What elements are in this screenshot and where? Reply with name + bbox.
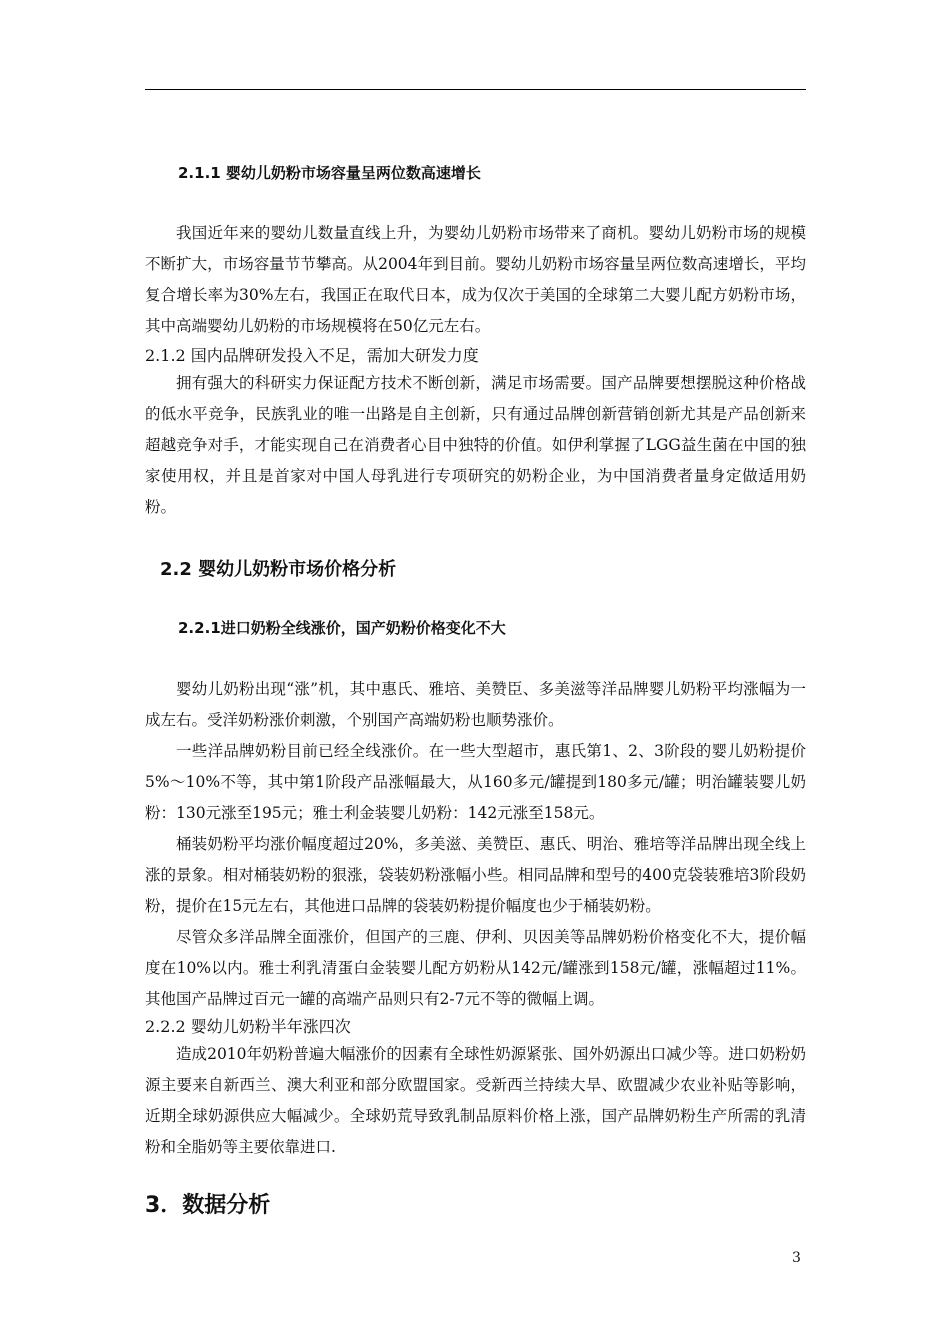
paragraph-2-2-1-a: 婴幼儿奶粉出现“涨”机，其中惠氏、雅培、美赞臣、多美滋等洋品牌婴儿奶粉平均涨幅为一成左右。受洋奶粉涨价刺激，个别国产高端奶粉也顺势涨价。 [145, 680, 806, 729]
paragraph-2-1-1: 我国近年来的婴幼儿数量直线上升，为婴幼儿奶粉市场带来了商机。婴幼儿奶粉市场的规模不断扩大，市场容量节节攀高。从2004年到目前。婴幼儿奶粉市场容量呈两位数高速增长，平均复合增长率为30%左右，我国正在取代日本，成为仅次于美国的全球第二大婴儿配方奶粉市场，其中高端婴幼儿奶粉的市场规模将在50亿元左右。 [145, 224, 806, 335]
paragraph-2-2-1-d: 尽管众多洋品牌全面涨价，但国产的三鹿、伊利、贝因美等品牌奶粉价格变化不大，提价幅度在10%以内。雅士利乳清蛋白金装婴儿配方奶粉从142元/罐涨到158元/罐，涨幅超过11%。其他国产品牌过百元一罐的高端产品则只有2-7元不等的微幅上调。 [145, 928, 806, 1008]
paragraph-2-2-2: 造成2010年奶粉普遍大幅涨价的因素有全球性奶源紧张、国外奶源出口减少等。进口奶粉奶源主要来自新西兰、澳大利亚和部分欧盟国家。受新西兰持续大旱、欧盟减少农业补贴等影响，近期全球奶源供应大幅减少。全球奶荒导致乳制品原料价格上涨，国产品牌奶粉生产所需的乳清粉和全脂奶等主要依靠进口. [145, 1045, 806, 1156]
paragraph-2-1-2: 拥有强大的科研实力保证配方技术不断创新，满足市场需要。国产品牌要想摆脱这种价格战的低水平竞争，民族乳业的唯一出路是自主创新，只有通过品牌创新营销创新尤其是产品创新来超越竞争对手，才能实现自己在消费者心目中独特的价值。如伊利掌握了LGG益生菌在中国的独家使用权，并且是首家对中国人母乳进行专项研究的奶粉企业，为中国消费者量身定做适用奶粉。 [145, 374, 806, 516]
heading-2-1-2: 2.1.2 国内品牌研发投入不足，需加大研发力度 [145, 346, 479, 365]
page-number: 3 [792, 1250, 801, 1266]
header-rule [145, 89, 806, 90]
paragraph-2-2-1-b: 一些洋品牌奶粉目前已经全线涨价。在一些大型超市，惠氏第1、2、3阶段的婴儿奶粉提价5%～10%不等，其中第1阶段产品涨幅最大，从160多元/罐提到180多元/罐；明治罐装婴儿奶粉：130元涨至195元；雅士利金装婴儿奶粉：142元涨至158元。 [145, 742, 806, 822]
paragraph-2-2-1-c: 桶装奶粉平均涨价幅度超过20%，多美滋、美赞臣、惠氏、明治、雅培等洋品牌出现全线上涨的景象。相对桶装奶粉的狠涨，袋装奶粉涨幅小些。相同品牌和型号的400克袋装雅培3阶段奶粉，提价在15元左右，其他进口品牌的袋装奶粉提价幅度也少于桶装奶粉。 [145, 835, 806, 915]
heading-2-1-1: 2.1.1 婴幼儿奶粉市场容量呈两位数高速增长 [178, 164, 481, 182]
heading-3: 3．数据分析 [145, 1193, 271, 1218]
heading-2-2-1: 2.2.1进口奶粉全线涨价，国产奶粉价格变化不大 [178, 619, 506, 637]
heading-2-2-2: 2.2.2 婴幼儿奶粉半年涨四次 [145, 1017, 351, 1036]
heading-2-2: 2.2 婴幼儿奶粉市场价格分析 [160, 559, 397, 580]
